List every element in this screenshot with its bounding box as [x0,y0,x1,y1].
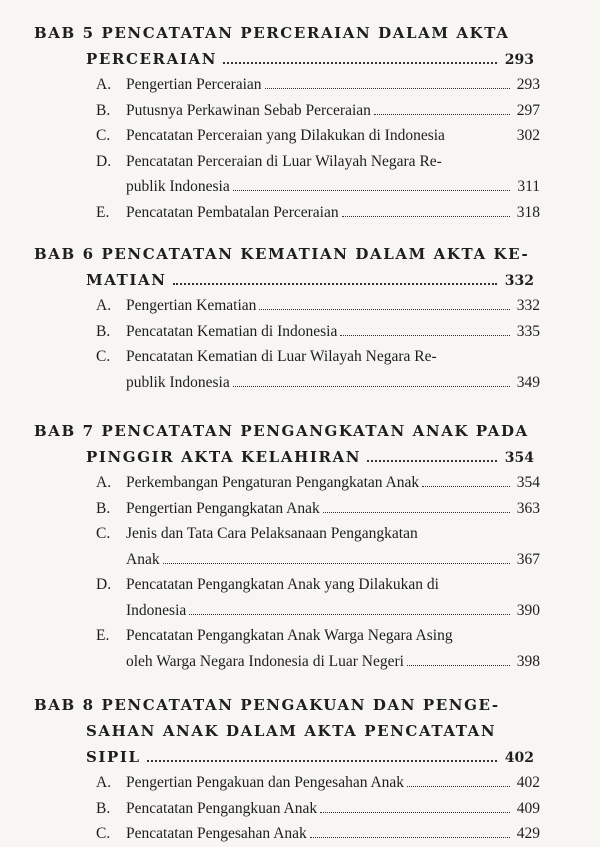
entry-title: Pencatatan Kematian di Luar Wilayah Negara Re- [126,348,437,365]
chapter-title-line: BAB 7 PENCATATAN PENGANGKATAN ANAK PADA [34,422,529,440]
entry-letter: A. [96,76,112,93]
entry-title: Putusnya Perkawinan Sebab Perceraian [126,101,371,119]
entry-letter: A. [96,474,112,491]
toc-entry[interactable] [96,98,540,124]
page-number: 429 [516,825,540,842]
page-number: 311 [517,178,540,195]
entry-title: Pengertian Pengangkatan Anak [126,499,320,517]
page-number: 354 [504,450,534,466]
chapter-title-line: BAB 6 PENCATATAN KEMATIAN DALAM AKTA KE- [34,245,530,263]
dot-leader [407,786,510,787]
dot-leader [367,460,497,462]
entry-title: Pencatatan Pembatalan Perceraian [126,203,339,221]
entry-title-cont: Indonesia [126,601,187,619]
toc-entry[interactable] [96,796,540,822]
page-number: 398 [516,652,540,670]
chapter-title-line: PINGGIR AKTA KELAHIRAN [86,448,362,466]
entry-title: Pencatatan Perceraian yang Dilakukan di Indonesia [126,127,445,144]
entry-letter: B. [96,322,111,340]
chapter-title-line: SAHAN ANAK DALAM AKTA PENCATATAN [86,722,497,740]
toc-entry[interactable] [96,200,540,226]
dot-leader [259,309,509,310]
toc-entry[interactable] [96,821,540,847]
toc-entry[interactable] [96,319,540,345]
dot-leader [233,190,511,191]
entry-letter: E. [96,627,110,644]
page-number: 402 [504,750,534,766]
dot-leader [340,335,509,336]
toc-entry[interactable] [96,770,540,796]
page-number: 367 [516,550,540,568]
dot-leader [407,665,510,666]
dot-leader [310,837,510,838]
page-number: 354 [516,474,540,491]
entry-title-cont: oleh Warga Negara Indonesia di Luar Negeri [126,652,404,670]
entry-letter: B. [96,799,111,817]
entry-title: Jenis dan Tata Cara Pelaksanaan Pengangkatan [126,525,418,542]
page-number: 318 [516,203,540,221]
entry-title: Pengertian Pengakuan dan Pengesahan Anak [126,774,405,791]
chapter-title-line: BAB 5 PENCATATAN PERCERAIAN DALAM AKTA [34,24,510,42]
page-number: 409 [516,799,540,817]
dot-leader [147,760,497,762]
entry-title: Pencatatan Kematian di Indonesia [126,322,338,340]
page-number: 335 [516,322,540,340]
toc-entry[interactable] [96,293,540,319]
page-number: 402 [516,774,540,791]
toc-entry[interactable] [96,72,540,98]
entry-letter: D. [96,576,112,593]
chapter-5 [34,20,540,225]
entry-title: Pencatatan Perceraian di Luar Wilayah Negara Re- [126,152,442,170]
toc-entry[interactable] [96,623,540,674]
dot-leader [233,386,510,387]
page-number: 332 [516,297,540,314]
entry-letter: C. [96,525,111,542]
entry-letter: A. [96,297,112,314]
entry-letter: C. [96,127,111,144]
toc-entry[interactable] [96,149,540,200]
page-number: 302 [516,127,540,144]
entry-title: Pencatatan Pengangkatan Anak yang Dilakukan di [126,576,439,593]
dot-leader [422,486,510,487]
dot-leader [320,812,510,813]
toc-entry[interactable] [96,470,540,496]
entry-title: Pengertian Kematian [126,297,257,314]
dot-leader [265,88,510,89]
chapter-6 [34,241,540,395]
toc-entry[interactable] [96,572,540,623]
entry-letter: C. [96,348,111,365]
chapter-title-line: PERCERAIAN [86,50,218,68]
page-number: 332 [504,273,534,289]
entry-title: Pengertian Perceraian [126,76,262,93]
toc-entry[interactable] [96,521,540,572]
entry-title-cont: Anak [126,550,160,568]
entry-title: Pencatatan Pengangkuan Anak [126,799,318,817]
entry-letter: B. [96,101,111,119]
page-number: 293 [504,52,534,68]
entry-title-cont: publik Indonesia [126,373,230,391]
entry-letter: A. [96,774,112,791]
page-number: 349 [516,373,540,391]
dot-leader [374,114,510,115]
chapter-title-entry[interactable] [86,267,534,293]
chapter-8 [34,692,540,847]
toc-entry[interactable] [96,496,540,522]
dot-leader [223,62,497,64]
dot-leader [342,216,510,217]
chapter-title-entry[interactable] [86,444,534,470]
chapter-7 [34,418,540,674]
dot-leader [163,563,510,564]
entry-letter: E. [96,203,110,221]
page-number: 390 [516,601,540,619]
toc-entry[interactable] [96,344,540,395]
dot-leader [189,614,509,615]
entry-title-cont: publik Indonesia [126,178,230,195]
chapter-title-line: SIPIL [86,748,141,766]
chapter-title-entry[interactable] [86,46,534,72]
chapter-title-line: BAB 8 PENCATATAN PENGAKUAN DAN PENGE- [34,696,500,714]
entry-title: Pencatatan Pengangkatan Anak Warga Negara Asing [126,627,453,644]
dot-leader [173,283,497,285]
entry-letter: D. [96,152,112,170]
entry-title: Pencatatan Pengesahan Anak [126,825,307,842]
chapter-title-entry[interactable] [86,744,534,770]
dot-leader [323,512,510,513]
entry-letter: B. [96,499,111,517]
entry-letter: C. [96,825,111,842]
page-number: 297 [516,101,540,119]
page-number: 293 [516,76,540,93]
page-number: 363 [516,499,540,517]
toc-entry[interactable] [96,123,540,149]
entry-title: Perkembangan Pengaturan Pengangkatan Anak [126,474,420,491]
chapter-title-line: MATIAN [86,271,167,289]
